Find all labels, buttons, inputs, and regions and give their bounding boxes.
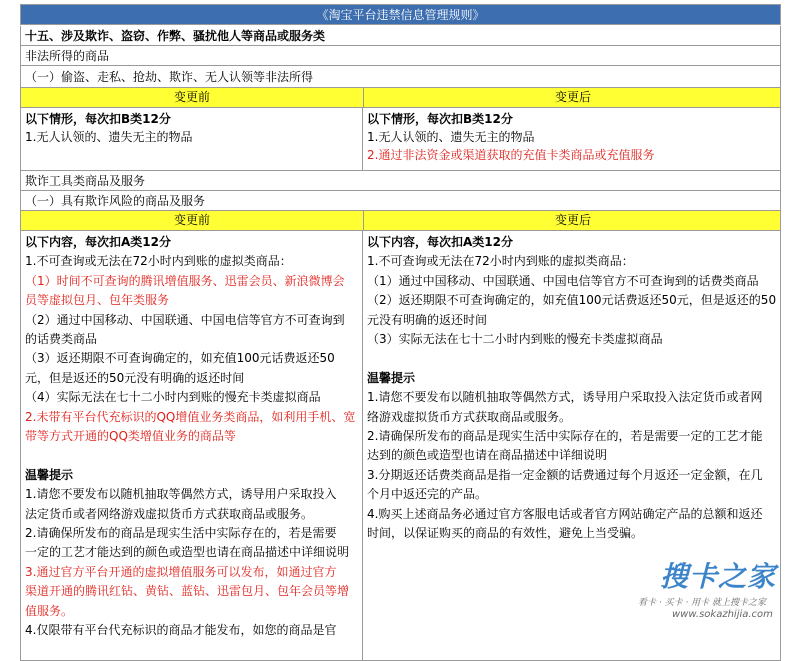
cell-line: 以下情形，每次扣B类12分	[367, 112, 513, 126]
watermark-logo	[620, 555, 800, 625]
cell-line: 1.请您不要发布以随机抽取等偶然方式，诱导用户采取投入法定货币或者网	[367, 390, 763, 405]
cell-line: 2.请确保所发布的商品是现实生活中实际存在的，若是需要一定的工艺才能	[367, 429, 763, 443]
cell-line: 2.通过非法资金或渠道获取的充值卡类商品或充值服务	[367, 148, 655, 162]
watermark-tagline: 看卡 · 买卡 · 用卡 就上搜卡之家	[638, 598, 767, 608]
compare-header-2	[20, 211, 781, 231]
cell-line: 络游戏虚拟货币方式获取商品或服务。	[367, 409, 572, 424]
before-label-2: 变更前	[21, 211, 364, 230]
category-heading-1	[20, 46, 781, 66]
before-label-1: 变更前	[21, 88, 364, 107]
cell-line: 的话费类商品	[25, 332, 98, 346]
cell-line: 1.无人认领的、遗失无主的物品	[367, 130, 535, 144]
cell-line: 1.不可查询或无法在72小时内到账的虚拟类商品：	[25, 254, 292, 269]
cell-line: 带等方式开通的QQ类增值业务的商品等	[25, 429, 236, 443]
cell-line: 3.通过官方平台开通的虚拟增值服务可以发布，如通过官方	[25, 564, 337, 579]
compare-header-1	[20, 88, 781, 108]
cell-line: 以下情形，每次扣B类12分	[25, 112, 171, 126]
cell-line: 4.仅限带有平台代充标识的商品才能发布，如您的商品是官	[25, 623, 337, 637]
cell-line: （3）返还期限不可查询确定的，如充值100元话费返还50	[25, 351, 335, 366]
cell-line: 元，但是返还的50元没有明确的返还时间	[25, 370, 245, 385]
category-heading-1-text: 非法所得的商品	[25, 48, 110, 63]
cell-line: （3）实际无法在七十二小时内到账的慢充卡类虚拟商品	[367, 332, 663, 346]
cell-line: 以下内容，每次扣A类12分	[367, 235, 513, 249]
section-heading	[20, 26, 781, 46]
section-heading-text: 十五、涉及欺诈、盗窃、作弊、骚扰他人等商品或服务类	[25, 28, 326, 43]
subcategory-heading-2-text: （一）具有欺诈风险的商品及服务	[25, 193, 206, 208]
subcategory-heading-2	[20, 191, 781, 211]
cell-line: 渠道开通的腾讯红钻、黄钻、蓝钻、迅雷包月、包年会员等增	[25, 584, 350, 599]
cell-line: 1.无人认领的、遗失无主的物品	[25, 130, 193, 144]
cell-line: 2.未带有平台代充标识的QQ增值业务类商品，如利用手机、宽	[25, 409, 356, 424]
cell-line: （1）通过中国移动、中国联通、中国电信等官方不可查询到的话费类商品	[367, 273, 759, 288]
category-heading-2-text: 欺诈工具类商品及服务	[25, 173, 146, 188]
subcategory-heading-1-text: （一）偷盗、走私、抢劫、欺诈、无人认领等非法所得	[25, 69, 314, 84]
cell-line: （2）返还期限不可查询确定的，如充值100元话费返还50元，但是返还的50	[367, 293, 777, 308]
cell-line: 元没有明确的返还时间	[367, 312, 488, 327]
cell-line: 2.请确保所发布的商品是现实生活中实际存在的，若是需要	[25, 526, 337, 540]
cell-line: 3.分期返还话费类商品是指一定金额的话费通过每个月返还一定金额，在几	[367, 467, 763, 482]
after-label-1: 变更后	[554, 90, 591, 104]
cell-line: 1.请您不要发布以随机抽取等偶然方式，诱导用户采取投入	[25, 487, 337, 502]
cell-line: 4.购买上述商品务必通过官方客服电话或者官方网站确定产品的总额和返还	[367, 506, 763, 521]
cell-line: 时间，以保证购买的商品的有效性，避免上当受骗。	[367, 526, 644, 540]
sheet-title: 《淘宝平台违禁信息管理规则》	[20, 4, 781, 25]
cell-line: 个月中返还完的产品。	[367, 487, 488, 502]
cell-line: （1）时间不可查询的腾讯增值服务、迅雷会员、新浪微博会	[25, 273, 345, 288]
after-label-2: 变更后	[554, 213, 591, 227]
subcategory-heading-1	[20, 66, 781, 88]
cell-line: 法定货币或者网络游戏虚拟货币方式获取商品或服务。	[25, 506, 314, 521]
cell-line: 达到的颜色或造型也请在商品描述中详细说明	[367, 448, 608, 463]
watermark-logo-text: 搜卡之家	[660, 560, 777, 593]
before-cell-1	[20, 108, 363, 171]
cell-line: 一定的工艺才能达到的颜色或造型也请在商品描述中详细说明	[25, 545, 350, 560]
cell-line: 温馨提示	[25, 467, 74, 482]
cell-line: 员等虚拟包月、包年类服务	[25, 293, 170, 308]
cell-line: （4）实际无法在七十二小时内到账的慢充卡类虚拟商品	[25, 390, 321, 405]
cell-line: 值服务。	[25, 603, 74, 618]
cell-line: 温馨提示	[367, 370, 416, 385]
cell-line: 以下内容，每次扣A类12分	[25, 235, 171, 249]
before-cell-2	[20, 231, 363, 661]
cell-line: （2）通过中国移动、中国联通、中国电信等官方不可查询到	[25, 312, 345, 327]
watermark-url: www.sokazhijia.com	[672, 609, 773, 620]
category-heading-2	[20, 171, 781, 191]
after-cell-1	[362, 108, 781, 171]
cell-line: 1.不可查询或无法在72小时内到账的虚拟类商品：	[367, 254, 634, 269]
